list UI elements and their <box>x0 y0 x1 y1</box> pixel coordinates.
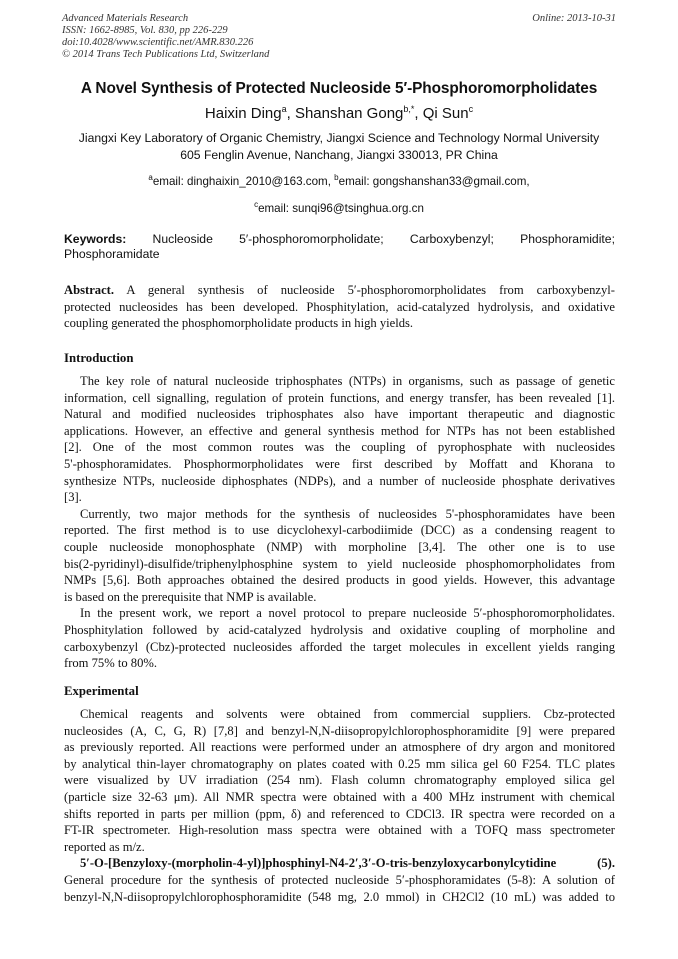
intro-line: Phosphitylation followed by acid-catalyzed hydrolysis and oxidative coupling of morpholine and <box>64 622 615 637</box>
intro-line: NMPs [5,6]. Both approaches obtained the desired products in good yields. However, this advantage <box>64 573 615 588</box>
email-sup: b <box>334 173 339 182</box>
journal-name: Advanced Materials Research <box>62 13 189 24</box>
abstract-line: protected nucleosides has been developed. Phosphitylation, acid-catalyzed hydrolysis, and oxidative <box>64 299 615 314</box>
exp-line: General procedure for the synthesis of protected nucleoside 5′-phosphoramidates (5-8): A solution of <box>64 872 615 887</box>
exp-line: were visualized by UV irradiation (254 nm). Flash column chromatography employed silica gel <box>64 773 615 788</box>
compound-title: 5′-O-[Benzyloxy-(morpholin-4-yl)]phosphinyl-N4-2′,3′-O-tris-benzyloxycarbonylcytidine (5). <box>80 856 615 871</box>
email-block <box>40 166 638 220</box>
author-sup: a <box>281 104 287 114</box>
exp-line: by analytical thin-layer chromatography on plates coated with 0.25 mm silica gel 60 F254. TLC plates <box>64 756 615 771</box>
keywords <box>64 232 615 261</box>
online-date: Online: 2013-10-31 <box>532 13 616 24</box>
author-name: Haixin Ding <box>204 105 282 122</box>
email-a: dinghaixin_2010@163.com, <box>187 174 331 188</box>
author-sup: b,* <box>403 104 415 114</box>
author-list: Haixin Ding$^a$, Shanshan Gong$^{b,*}$, Qi Sun$^c$ <box>204 104 474 122</box>
intro-line: In the present work, we report a novel protocol to prepare nucleoside 5′-phosphoromorpholidates. <box>80 606 615 621</box>
introduction-body <box>64 373 615 672</box>
exp-line: Chemical reagents and solvents were obtained from commercial suppliers. Cbz-protected <box>80 707 615 721</box>
intro-line: bis(2-pyridinyl)-disulfide/triphenylphosphine system to yield nucleoside phosphomorpholidates from <box>64 556 615 571</box>
intro-line: 5'-phosphoramidates. Phosphormorpholidates were first described by Moffatt and Khorana to <box>64 456 615 471</box>
keyword: Phosphoramidite; <box>520 232 615 246</box>
exp-line: reported as m/z. <box>64 839 145 854</box>
section-heading-introduction: Introduction <box>64 351 134 365</box>
experimental-body <box>64 706 615 905</box>
intro-line: is based on the prerequisite that NMP is available. <box>64 589 317 604</box>
author-name: Shanshan Gong <box>294 105 404 122</box>
exp-line: FT-IR spectrometer. High-resolution mass spectra were obtained with a TOFQ mass spectrometer <box>64 823 615 838</box>
intro-line: [2]. One of the most common routes was the coupling of pyrophosphate with nucleosides <box>64 440 615 455</box>
email-sup: a <box>148 173 153 182</box>
abstract-line: coupling generated the phosphomorpholidate products in high yields. <box>64 316 414 331</box>
abstract <box>64 282 615 332</box>
intro-line: couple nucleoside monophosphate (NMP) with morpholine [3,4]. The other one is to use <box>64 539 615 554</box>
paper-title: A Novel Synthesis of Protected Nucleoside 5′-Phosphoromorpholidates <box>80 80 598 97</box>
abstract-line: A general synthesis of nucleoside 5′-phosphoromorpholidates from carboxybenzyl- <box>126 283 615 297</box>
journal-header <box>62 13 616 61</box>
intro-line: information, cell signalling, regulation of protein functions, and energy transfer, has been revealed [1]. <box>64 390 615 405</box>
intro-line: synthesize NTPs, nucleoside diphosphates (NDPs), and a number of nucleoside phosphate derivatives <box>64 473 615 488</box>
intro-line: carboxybenzyl (Cbz)-protected nucleosides afforded the target molecules in excellent yields ranging <box>64 639 615 654</box>
intro-line: reported. The first method is to use dicyclohexyl-carbodiimide (DCC) as a condensing reagent to <box>64 523 615 538</box>
author-name: Qi Sun <box>422 105 469 122</box>
intro-line: Natural and modified nucleosides triphosphates also have important therapeutic and diagnostic <box>64 407 615 422</box>
keyword: Nucleoside <box>152 232 213 246</box>
intro-line: applications. However, an effective and general synthesis method for NTPs has not been established <box>64 423 615 438</box>
affiliation <box>40 130 638 164</box>
doi-line: doi:10.4028/www.scientific.net/AMR.830.226 <box>62 37 254 48</box>
keyword: Carboxybenzyl; <box>409 232 494 246</box>
intro-line: Currently, two major methods for the synthesis of nucleosides 5'-phosphoramidates have been <box>80 506 615 521</box>
intro-line: The key role of natural nucleoside triphosphates (NTPs) in organisms, such as passage of genetic <box>80 374 615 388</box>
keyword: 5′-phosphoromorpholidate; <box>239 232 384 246</box>
email-label: email: <box>338 174 373 188</box>
exp-line: as previously reported. All reactions were performed under an atmosphere of dry argon and monitored <box>64 740 615 755</box>
email-c: sunqi96@tsinghua.org.cn <box>292 201 424 215</box>
email-sup: c <box>254 199 259 209</box>
exp-line: benzyl-N,N-diisopropylchlorophosphoramidite (548 mg, 2.0 mmol) in CH2Cl2 (10 mL) was added to <box>64 889 615 904</box>
email-b: gongshanshan33@gmail.com, <box>372 174 530 188</box>
copyright-line: © 2014 Trans Tech Publications Ltd, Switzerland <box>62 49 270 60</box>
email-label: email: <box>258 201 293 215</box>
section-heading-experimental: Experimental <box>64 684 139 698</box>
exp-line: nucleosides (A, C, G, R) [7,8] and benzyl-N,N-diisopropylchlorophosphoramidite [9] were prepared <box>64 723 615 738</box>
author-sup: c <box>468 104 474 114</box>
keyword: Phosphoramidate <box>64 246 160 261</box>
affiliation-line: Jiangxi Key Laboratory of Organic Chemistry, Jiangxi Science and Technology Normal University <box>78 131 600 145</box>
email-label: email: <box>152 174 188 188</box>
issn-line: ISSN: 1662-8985, Vol. 830, pp 226-229 <box>62 25 228 36</box>
keywords-label: Keywords: <box>64 232 127 246</box>
intro-line: from 75% to 80%. <box>64 656 158 671</box>
abstract-label: Abstract. <box>64 283 115 297</box>
exp-line: (particle size 32-63 μm). All NMR spectra were obtained with a 400 MHz instrument with chemical <box>64 789 615 804</box>
exp-line: shifts reported in parts per million (ppm, δ) and referenced to CDCl3. IR spectra were recorded on a <box>64 806 615 821</box>
affiliation-line: 605 Fenglin Avenue, Nanchang, Jiangxi 330013, PR China <box>180 148 498 162</box>
intro-line: [3]. <box>64 490 82 505</box>
